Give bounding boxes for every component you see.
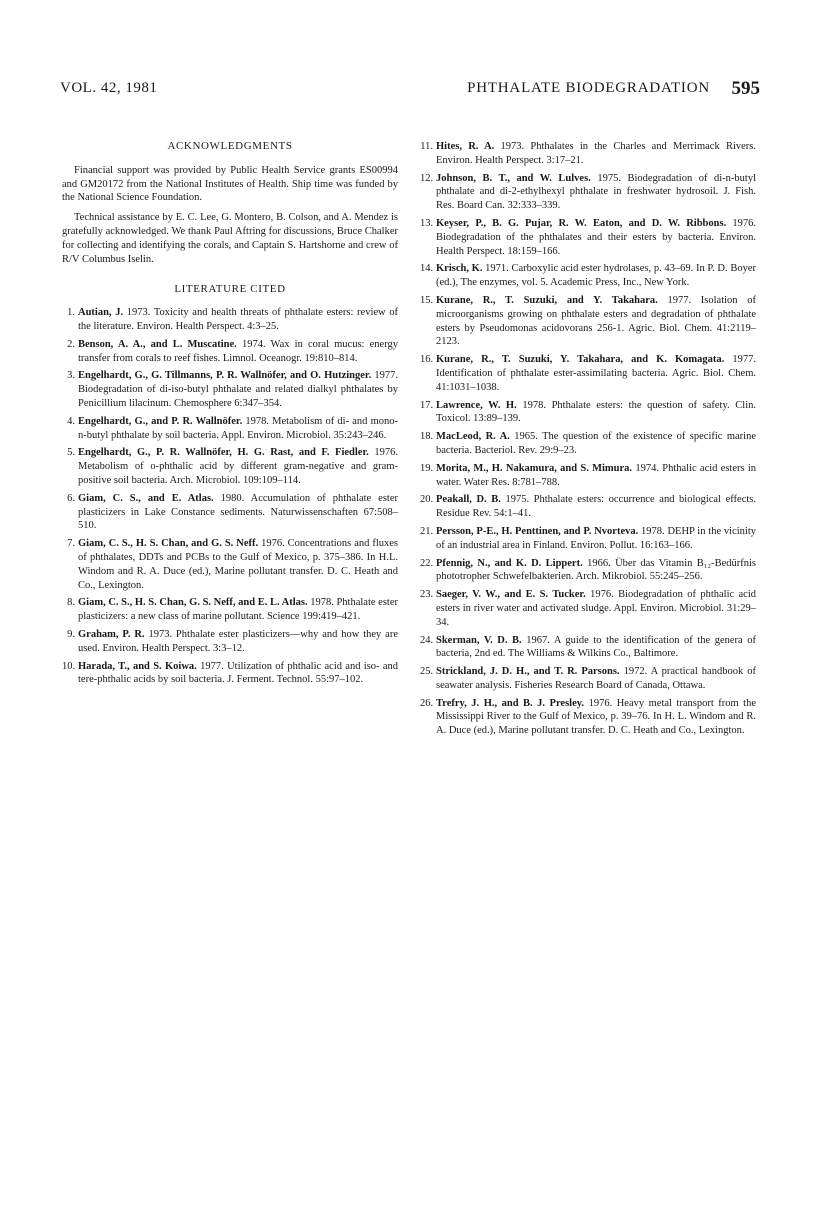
- reference-number: 22.: [420, 557, 434, 569]
- reference-number: 1.: [67, 307, 75, 319]
- reference-item: [420, 588, 756, 629]
- reference-number: 7.: [67, 538, 75, 550]
- reference-item: [62, 628, 398, 656]
- reference-authors: Giam, C. S., H. S. Chan, and G. S. Neff.: [78, 538, 259, 550]
- reference-authors: Engelhardt, G., G. Tillmanns, P. R. Wallnöfer, and O. Hutzinger.: [78, 370, 372, 382]
- reference-number: 15.: [420, 294, 434, 306]
- reference-authors: Graham, P. R.: [78, 628, 145, 640]
- reference-item: [420, 462, 756, 490]
- reference-item: [420, 525, 756, 553]
- reference-text: 1978. DEHP in the vicinity of an industrial area in Finland. Environ. Pollut. 16:163–166.: [436, 525, 756, 551]
- reference-item: [420, 172, 756, 213]
- reference-authors: Hites, R. A.: [436, 141, 495, 152]
- reference-item: [420, 493, 756, 521]
- reference-item: [420, 262, 756, 290]
- reference-text: 1977. Isolation of microorganisms growing on phthalate esters and degradation of phthalate esters by Pseudomonas acidovorans 256-1. Agric. Biol. Chem. 41:2119–2123.: [436, 294, 756, 348]
- reference-text: 1977. Biodegradation of di-iso-butyl phthalate and related dialkyl phthalates by Penicillium lilacinum. Chemosphere 6:347–354.: [78, 370, 398, 409]
- reference-number: 20.: [420, 494, 434, 506]
- reference-text: 1980. Accumulation of phthalate ester plasticizers in Lake Constance sediments. Naturwissenschaften 67:508–510.: [78, 492, 398, 532]
- reference-text: 1972. A practical handbook of seawater analysis. Fisheries Research Board of Canada, Ottawa.: [436, 666, 756, 691]
- acknowledgments-heading: ACKNOWLEDGMENTS: [167, 140, 293, 152]
- reference-number: 6.: [67, 492, 75, 504]
- reference-item: [62, 369, 398, 410]
- reference-text: 1976. Biodegradation of phthalic acid esters in river water and activated sludge. Appl. Environ. Microbiol. 31:29–34.: [436, 589, 757, 628]
- reference-authors: Kurane, R., T. Suzuki, Y. Takahara, and K. Komagata.: [436, 354, 725, 366]
- volume-label: VOL. 42, 1981: [60, 80, 158, 96]
- reference-text: 1978. Metabolism of di- and mono-n-butyl phthalate by soil bacteria. Appl. Environ. Microbiol. 35:243–246.: [78, 415, 398, 441]
- reference-item: [62, 306, 398, 334]
- reference-number: 11.: [420, 141, 433, 152]
- left-column: [62, 140, 398, 691]
- reference-item: [62, 660, 398, 688]
- reference-authors: Keyser, P., B. G. Pujar, R. W. Eaton, and D. W. Ribbons.: [436, 217, 727, 229]
- reference-text: 1978. Phthalate esters: the question of safety. Clin. Toxicol. 13:89–139.: [436, 399, 756, 425]
- reference-number: 26.: [420, 697, 434, 709]
- reference-text: 1976. Metabolism of o-phthalic acid by different gram-negative and gram-positive soil bacteria. Arch. Microbiol. 109:109–114.: [78, 447, 399, 486]
- reference-item: [420, 665, 756, 693]
- reference-authors: Krisch, K.: [436, 263, 483, 275]
- reference-authors: MacLeod, R. A.: [436, 431, 510, 443]
- reference-item: [420, 697, 756, 738]
- reference-authors: Persson, P-E., H. Penttinen, and P. Nvorteva.: [436, 525, 639, 537]
- reference-item: [62, 415, 398, 443]
- reference-authors: Trefry, J. H., and B. J. Presley.: [436, 697, 585, 709]
- reference-number: 8.: [67, 597, 75, 609]
- reference-number: 12.: [420, 172, 434, 184]
- reference-text: 1973. Phthalate ester plasticizers—why and how they are used. Environ. Health Perspect. 3:3–12.: [78, 628, 398, 654]
- reference-number: 18.: [420, 431, 434, 443]
- reference-text: 1965. The question of the existence of specific marine bacteria. Bacteriol. Rev. 29:9–23.: [436, 431, 756, 456]
- reference-item: [420, 430, 756, 458]
- reference-item: [420, 557, 756, 585]
- reference-number: 23.: [420, 589, 434, 601]
- reference-text: 1974. Phthalic acid esters in water. Water Res. 8:781–788.: [436, 462, 757, 488]
- reference-number: 13.: [420, 217, 434, 229]
- reference-authors: Skerman, V. D. B.: [436, 634, 522, 646]
- reference-item: [420, 634, 756, 662]
- reference-number: 3.: [67, 370, 75, 382]
- page-number: 595: [731, 78, 760, 99]
- reference-text: 1977. Utilization of phthalic acid and iso- and tere-phthalic acids by soil bacteria. J. Ferment. Technol. 55:97–102.: [78, 660, 399, 686]
- reference-item: [62, 446, 398, 487]
- reference-authors: Giam, C. S., and E. Atlas.: [78, 492, 214, 504]
- reference-text: 1977. Identification of phthalate ester-assimilating bacteria. Agric. Biol. Chem. 41:1031–1038.: [436, 354, 757, 393]
- reference-item: [420, 217, 756, 258]
- reference-number: 16.: [420, 354, 434, 366]
- reference-authors: Harada, T., and S. Koiwa.: [78, 660, 197, 672]
- reference-number: 19.: [420, 462, 434, 474]
- reference-text: 1973. Toxicity and health threats of phthalate esters: review of the literature. Environ. Health Perspect. 4:3–25.: [78, 307, 399, 332]
- reference-number: 4.: [67, 415, 75, 427]
- reference-authors: Kurane, R., T. Suzuki, and Y. Takahara.: [436, 294, 658, 306]
- reference-text: 1973. Phthalates in the Charles and Merrimack Rivers. Environ. Health Perspect. 3:17–21.: [436, 141, 756, 166]
- reference-text: 1976. Biodegradation of the phthalates and their esters by bacteria. Environ. Health Perspect. 18:159–166.: [436, 217, 756, 257]
- reference-text: 1971. Carboxylic acid ester hydrolases, p. 43–69. In P. D. Boyer (ed.), The enzymes, vol. 5. Academic Press, Inc., New York.: [436, 263, 757, 289]
- reference-number: 21.: [420, 525, 434, 537]
- reference-authors: Morita, M., H. Nakamura, and S. Mimura.: [436, 462, 633, 474]
- reference-text: 1967. A guide to the identification of the genera of bacteria, 2nd ed. The Williams & Wilkins Co., Baltimore.: [436, 634, 757, 660]
- reference-authors: Giam, C. S., H. S. Chan, G. S. Neff, and E. L. Atlas.: [78, 597, 308, 609]
- right-column: [420, 140, 756, 742]
- reference-number: 10.: [62, 660, 76, 672]
- reference-item: [62, 537, 398, 592]
- reference-authors: Engelhardt, G., and P. R. Wallnöfer.: [78, 415, 243, 427]
- reference-item: [420, 294, 756, 349]
- reference-list-left: [62, 306, 398, 687]
- page-header: [60, 80, 760, 104]
- reference-authors: Engelhardt, G., P. R. Wallnöfer, H. G. Rast, and F. Fiedler.: [78, 447, 369, 459]
- reference-number: 5.: [67, 447, 75, 459]
- literature-heading: LITERATURE CITED: [174, 283, 286, 296]
- reference-authors: Saeger, V. W., and E. S. Tucker.: [436, 589, 586, 601]
- reference-item: [420, 399, 756, 427]
- reference-authors: Johnson, B. T., and W. Lulves.: [436, 172, 591, 184]
- acknowledgments-paragraph: Technical assistance by E. C. Lee, G. Montero, B. Colson, and A. Mendez is gratefully acknowledged. We thank Paul Aftring for discussions, Bruce Chalker for collecting and identifying the corals, and Captain S. Hartshorne and crew of R/V Columbus Iselin.: [62, 212, 398, 265]
- reference-text: 1975. Phthalate esters: occurrence and biological effects. Residue Rev. 54:1–41.: [436, 494, 756, 520]
- reference-number: 24.: [420, 634, 434, 646]
- reference-text: 1974. Wax in coral mucus: energy transfer from corals to reef fishes. Limnol. Oceanogr. 19:810–814.: [78, 338, 398, 364]
- reference-authors: Lawrence, W. H.: [436, 399, 517, 411]
- reference-item: [62, 492, 398, 533]
- reference-number: 14.: [420, 263, 434, 275]
- reference-authors: Autian, J.: [78, 307, 124, 319]
- running-title: PHTHALATE BIODEGRADATION: [467, 80, 710, 96]
- reference-text: 1978. Phthalate ester plasticizers: a new class of marine pollutant. Science 199:419–421.: [78, 597, 398, 623]
- reference-list-right: [420, 140, 756, 738]
- reference-item: [62, 596, 398, 624]
- reference-item: [62, 338, 398, 366]
- reference-number: 9.: [67, 628, 75, 640]
- reference-item: [420, 353, 756, 394]
- reference-text: 1966. Über das Vitamin B₁₂-Bedürfnis phototropher Schwefelbakterien. Arch. Mikrobiol. 55:245–256.: [436, 557, 756, 583]
- acknowledgments-paragraph: Financial support was provided by Public Health Service grants ES00994 and GM20172 from the National Institutes of Health. Ship time was funded by the National Science Foundation.: [62, 164, 398, 204]
- reference-authors: Peakall, D. B.: [436, 494, 501, 506]
- reference-authors: Pfennig, N., and K. D. Lippert.: [436, 557, 583, 569]
- reference-item: [420, 140, 756, 168]
- reference-text: 1975. Biodegradation of di-n-butyl phthalate and di-2-ethylhexyl phthalate in freshwater hydrosoil. J. Fish. Res. Board Can. 32:333–339.: [436, 172, 756, 212]
- reference-text: 1976. Heavy metal transport from the Mississippi River to the Gulf of Mexico, p. 39–76. In H. L. Windom and R. A. Duce (ed.), Marine pollutant transfer. D. C. Heath and Co., Lexington.: [436, 697, 757, 737]
- reference-number: 17.: [420, 399, 434, 411]
- reference-number: 25.: [420, 666, 434, 678]
- reference-authors: Benson, A. A., and L. Muscatine.: [78, 338, 237, 350]
- reference-authors: Strickland, J. D. H., and T. R. Parsons.: [436, 666, 620, 678]
- reference-text: 1976. Concentrations and fluxes of phthalates, DDTs and PCBs to the Gulf of Mexico, p. 375–386. In H.L. Windom and R. A. Duce (ed.), Marine pollutant transfer. D. C. Heath and Co., Lexington.: [78, 538, 399, 591]
- reference-number: 2.: [67, 338, 75, 350]
